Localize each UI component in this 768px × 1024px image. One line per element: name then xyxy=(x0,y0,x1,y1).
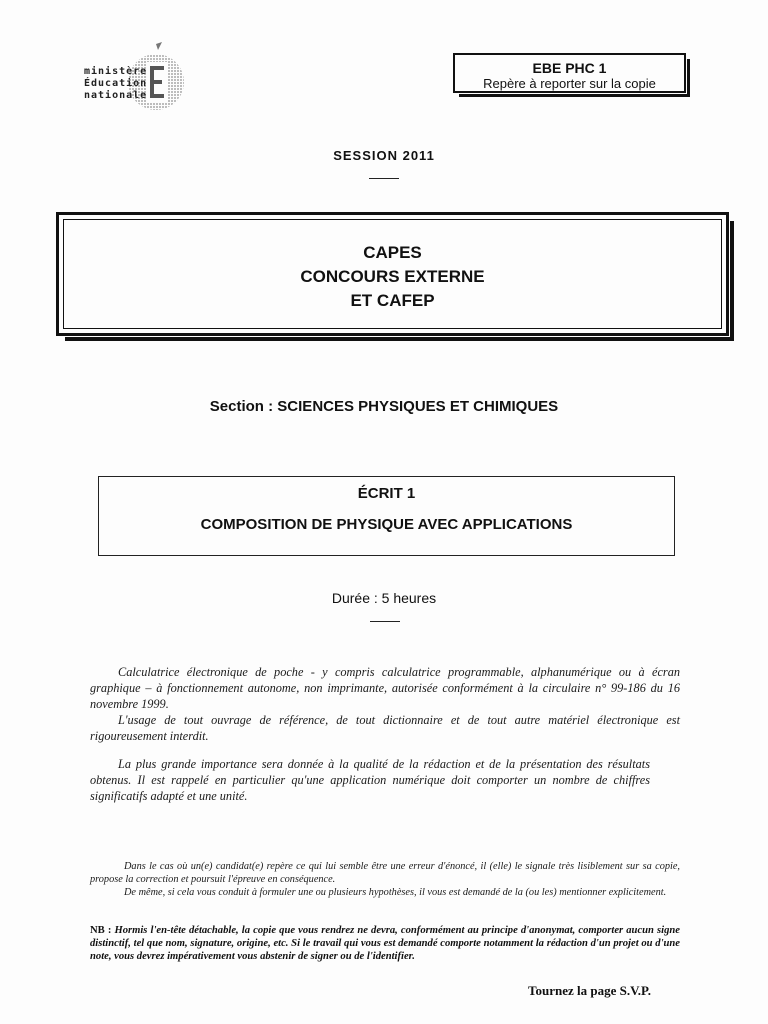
section-title: Section : SCIENCES PHYSIQUES ET CHIMIQUES xyxy=(209,398,559,415)
error-notes xyxy=(90,860,680,899)
usage-paragraph: L'usage de tout ouvrage de référence, de tout dictionnaire et de tout autre matériel électronique est rigoureusement interdit. xyxy=(90,713,680,743)
quality-paragraph: La plus grande importance sera donnée à la qualité de la rédaction et de la présentation des résultats obtenus. Il est rappelé en particulier qu'une application numérique doit comporter un nombre de chiffres significatifs adapté et une unité. xyxy=(90,757,650,803)
calc-paragraph: Calculatrice électronique de poche - y compris calculatrice programmable, alphanumérique ou à écran graphique – à fonctionnement autonome, non imprimante, autorisée conformément à la circulaire n° 99-186 du 16 novembre 1999. xyxy=(90,665,680,711)
exam-code: EBE PHC 1 xyxy=(532,60,607,76)
session-title: SESSION 2011 xyxy=(333,148,435,163)
nb-notice xyxy=(90,924,680,963)
divider xyxy=(369,178,399,179)
ecrit-box xyxy=(98,476,675,556)
divider xyxy=(370,621,400,622)
error-paragraph: Dans le cas où un(e) candidat(e) repère ce qui lui semble être une erreur d'énoncé, il (elle) le signale très lisiblement sur sa copie, propose la correction et poursuit l'épreuve en conséquence. xyxy=(90,861,680,885)
calculator-rules xyxy=(90,664,680,744)
duration: Durée : 5 heures xyxy=(331,590,437,606)
title-line: ET CAFEP xyxy=(350,291,435,310)
title-line: CAPES xyxy=(363,243,422,262)
exam-title-box xyxy=(56,212,729,336)
nb-text: Hormis l'en-tête détachable, la copie que vous rendrez ne devra, conformément au principe d'anonymat, comporter aucun signe distinctif, tel que nom, signature, origine, etc. Si le travail qui vous est demandé comporte notamment la rédaction d'un projet ou d'une note, vous devrez impérativement vous abstenir de signer ou de l'identifier. xyxy=(90,925,680,962)
nb-label: NB : xyxy=(90,925,112,936)
exam-code-box xyxy=(453,53,686,93)
ecrit-subject: COMPOSITION DE PHYSIQUE AVEC APPLICATIONS xyxy=(200,516,573,533)
ministry-name: ministère Éducation nationale xyxy=(84,66,148,101)
turn-page-note: Tournez la page S.V.P. xyxy=(528,983,652,998)
ecrit-label: ÉCRIT 1 xyxy=(357,485,416,502)
hypothesis-paragraph: De même, si cela vous conduit à formuler une ou plusieurs hypothèses, il vous est demandé de la (ou les) mentionner explicitement. xyxy=(124,887,667,898)
title-line: CONCOURS EXTERNE xyxy=(300,267,485,286)
exam-title xyxy=(59,241,726,313)
exam-code-note: Repère à reporter sur la copie xyxy=(483,76,656,91)
